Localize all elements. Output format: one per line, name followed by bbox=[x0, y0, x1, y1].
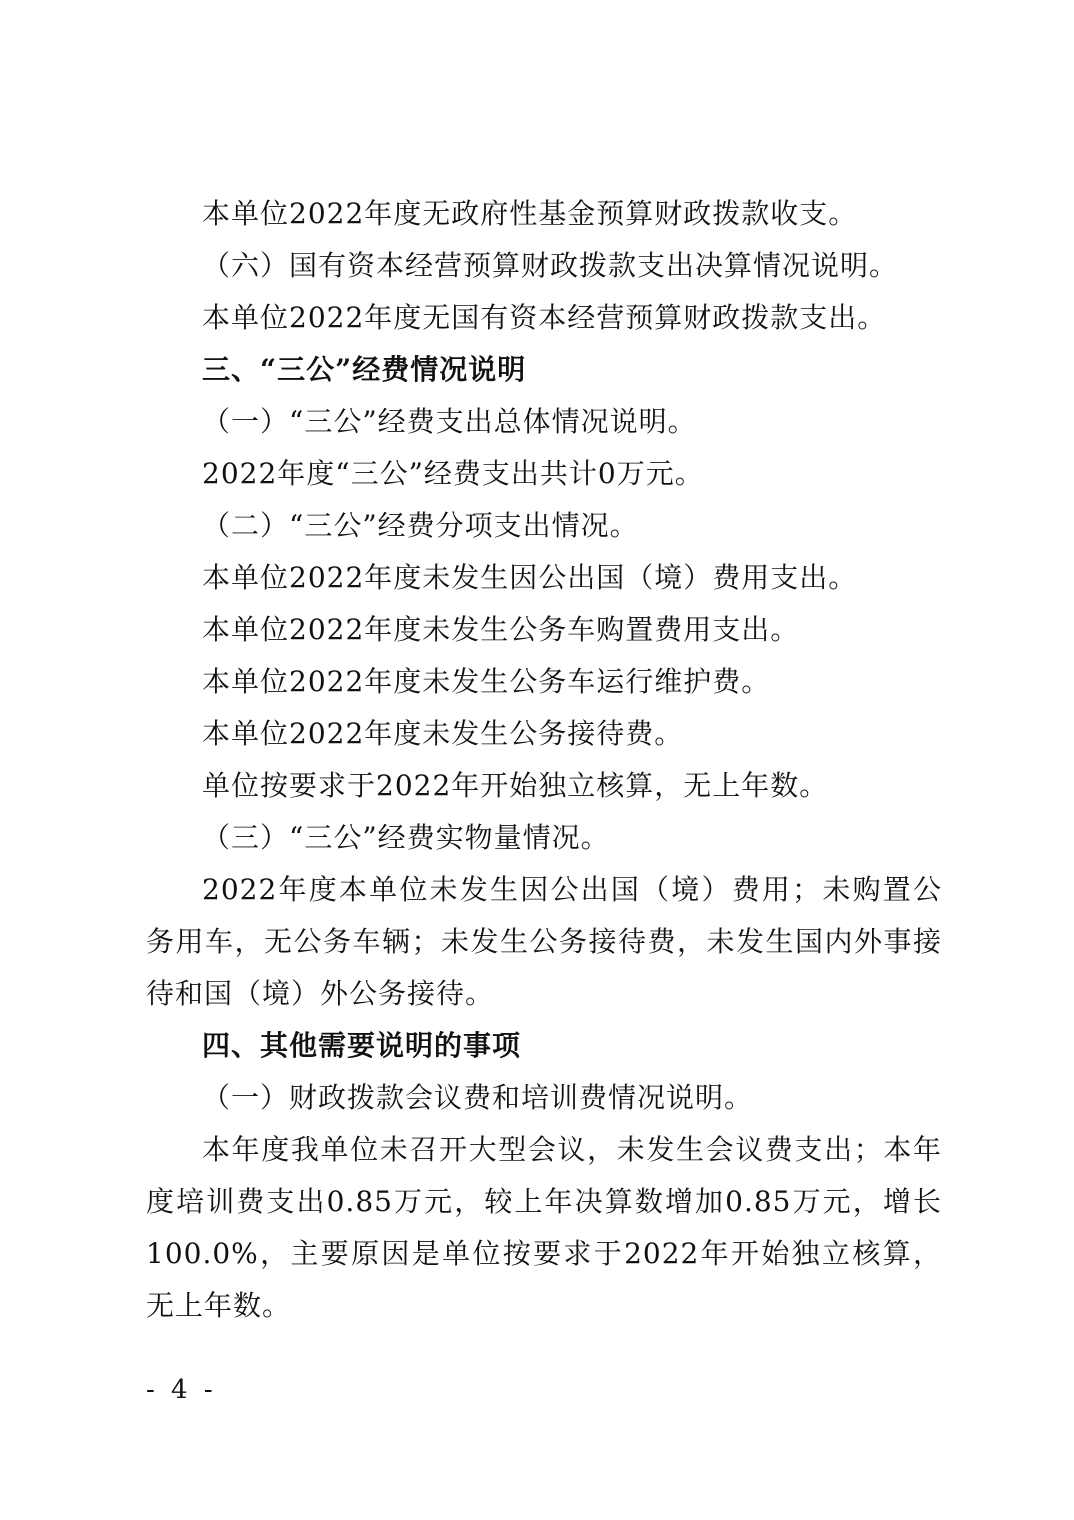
paragraph-6: 2022年度“三公”经费支出共计0万元。 bbox=[202, 457, 704, 490]
section-heading-four: 四、其他需要说明的事项 bbox=[202, 1029, 522, 1062]
paragraph-3: 本单位2022年度无国有资本经营预算财政拨款支出。 bbox=[202, 301, 887, 334]
page-number: - 4 - bbox=[146, 1375, 217, 1405]
document-body bbox=[146, 188, 942, 1332]
section-heading-three: 三、“三公”经费情况说明 bbox=[202, 353, 527, 386]
paragraph-16: （一）财政拨款会议费和培训费情况说明。 bbox=[202, 1081, 754, 1114]
paragraph-12: 单位按要求于2022年开始独立核算，无上年数。 bbox=[202, 769, 829, 802]
paragraph-17: 本年度我单位未召开大型会议，未发生会议费支出；本年度培训费支出0.85万元，较上年决算数增加0.85万元，增长100.0%，主要原因是单位按要求于2022年开始独立核算，无上年数。 bbox=[146, 1133, 942, 1322]
paragraph-13: （三）“三公”经费实物量情况。 bbox=[202, 821, 610, 854]
paragraph-5: （一）“三公”经费支出总体情况说明。 bbox=[202, 405, 697, 438]
paragraph-14: 2022年度本单位未发生因公出国（境）费用；未购置公务用车，无公务车辆；未发生公务接待费，未发生国内外事接待和国（境）外公务接待。 bbox=[146, 873, 942, 1010]
paragraph-2: （六）国有资本经营预算财政拨款支出决算情况说明。 bbox=[202, 249, 899, 282]
paragraph-7: （二）“三公”经费分项支出情况。 bbox=[202, 509, 639, 542]
paragraph-11: 本单位2022年度未发生公务接待费。 bbox=[202, 717, 684, 750]
paragraph-10: 本单位2022年度未发生公务车运行维护费。 bbox=[202, 665, 771, 698]
paragraph-8: 本单位2022年度未发生因公出国（境）费用支出。 bbox=[202, 561, 858, 594]
paragraph-1: 本单位2022年度无政府性基金预算财政拨款收支。 bbox=[202, 197, 858, 230]
paragraph-9: 本单位2022年度未发生公务车购置费用支出。 bbox=[202, 613, 800, 646]
